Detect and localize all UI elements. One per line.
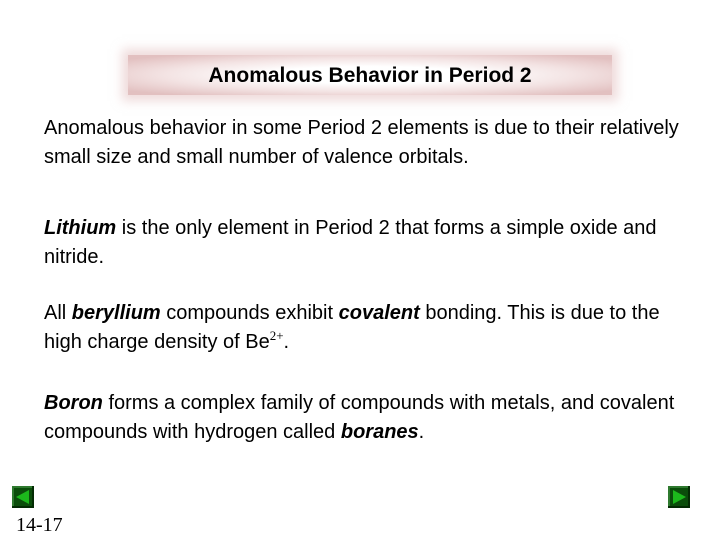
- triangle-right-icon: [673, 490, 686, 504]
- paragraph-lithium: [44, 214, 684, 271]
- term-boranes: boranes: [340, 420, 419, 443]
- paragraph-text: Anomalous behavior in some Period 2 elements is due to their relatively small size and small number of valence orbitals.: [44, 117, 679, 168]
- previous-slide-button[interactable]: [12, 486, 34, 508]
- paragraph-boron: [44, 389, 684, 446]
- paragraph-anomalous-behavior: [44, 114, 684, 171]
- paragraph-text: All: [44, 302, 72, 324]
- term-lithium: Lithium: [44, 217, 117, 239]
- paragraph-text: bonding. This is due to the high charge density of Be: [44, 302, 660, 353]
- page-number: 14-17: [16, 514, 63, 536]
- paragraph-text: .: [418, 420, 425, 443]
- slide-title: Anomalous Behavior in Period 2: [208, 64, 532, 87]
- term-boron: Boron: [44, 392, 103, 414]
- triangle-left-icon: [16, 490, 29, 504]
- paragraph-text: compounds exhibit: [160, 302, 339, 324]
- paragraph-text: .: [283, 330, 290, 353]
- next-slide-button[interactable]: [668, 486, 690, 508]
- ion-charge-superscript: 2+: [269, 327, 284, 343]
- term-covalent: covalent: [338, 302, 420, 324]
- term-beryllium: beryllium: [71, 302, 161, 324]
- paragraph-text: is the only element in Period 2 that forms a simple oxide and nitride.: [44, 217, 657, 268]
- paragraph-text: forms a complex family of compounds with metals, and covalent compounds with hydrogen called: [44, 392, 675, 443]
- paragraph-beryllium: [44, 299, 684, 356]
